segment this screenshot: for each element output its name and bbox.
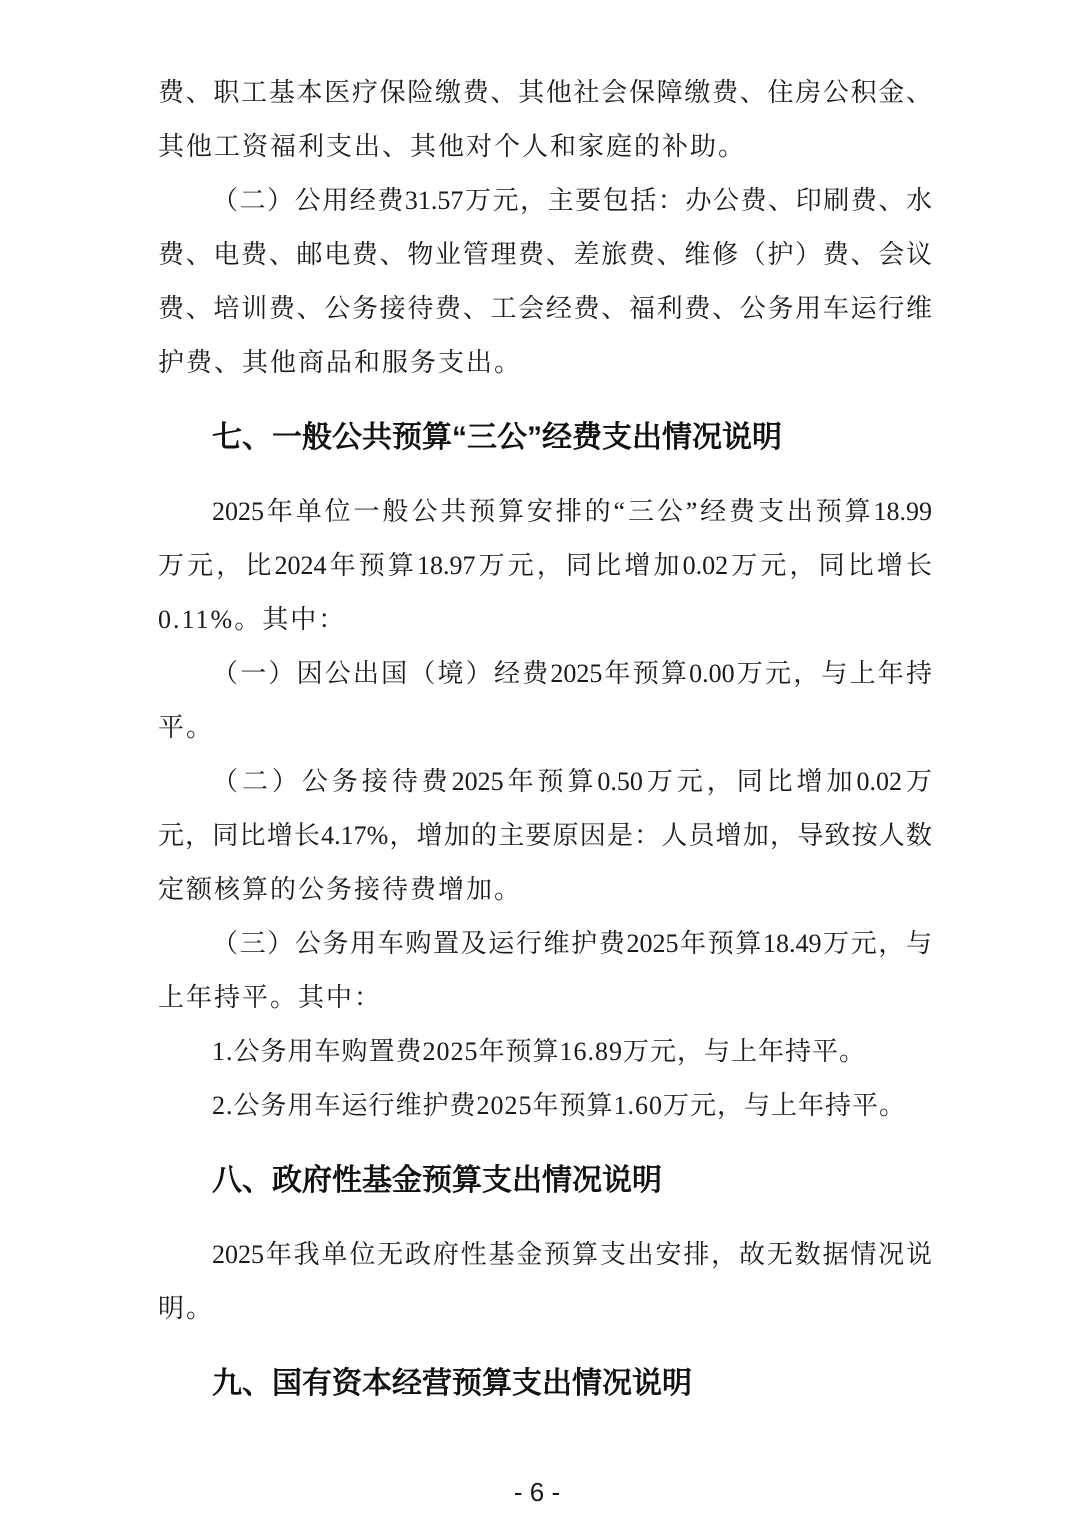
- body-line: （一）因公出国（境）经费2025年预算0.00万元，与上年持: [212, 659, 932, 688]
- body-line: 费、职工基本医疗保险缴费、其他社会保障缴费、住房公积金、: [158, 78, 932, 107]
- section-heading-7: 七、一般公共预算“三公”经费支出情况说明: [212, 421, 782, 454]
- numbered-item-2: 2.公务用车运行维护费2025年预算1.60万元，与上年持平。: [212, 1091, 907, 1120]
- body-line: 元，同比增长4.17%，增加的主要原因是：人员增加，导致按人数: [158, 821, 932, 850]
- body-line: （三）公务用车购置及运行维护费2025年预算18.49万元，与: [212, 929, 932, 958]
- body-line: 2025年我单位无政府性基金预算支出安排，故无数据情况说: [212, 1240, 932, 1269]
- body-line: 护费、其他商品和服务支出。: [158, 348, 523, 377]
- body-line: 费、培训费、公务接待费、工会经费、福利费、公务用车运行维: [158, 294, 932, 323]
- body-line: 其他工资福利支出、其他对个人和家庭的补助。: [158, 132, 747, 161]
- body-line: 明。: [158, 1294, 215, 1323]
- body-line: （二）公务接待费2025年预算0.50万元，同比增加0.02万: [212, 767, 932, 796]
- body-line: 2025年单位一般公共预算安排的“三公”经费支出预算18.99: [212, 497, 932, 526]
- body-line: 上年持平。其中：: [158, 983, 383, 1012]
- numbered-item-1: 1.公务用车购置费2025年预算16.89万元，与上年持平。: [212, 1037, 867, 1066]
- body-line: 费、电费、邮电费、物业管理费、差旅费、维修（护）费、会议: [158, 240, 932, 269]
- body-line: 平。: [158, 713, 215, 742]
- body-line: （二）公用经费31.57万元，主要包括：办公费、印刷费、水: [212, 186, 932, 215]
- page-number: - 6 -: [513, 1477, 561, 1507]
- body-line: 定额核算的公务接待费增加。: [158, 875, 523, 904]
- body-line: 万元，比2024年预算18.97万元，同比增加0.02万元，同比增长: [158, 551, 932, 580]
- section-heading-9: 九、国有资本经营预算支出情况说明: [212, 1367, 692, 1400]
- body-line: 0.11%。其中：: [158, 605, 347, 634]
- section-heading-8: 八、政府性基金预算支出情况说明: [212, 1164, 662, 1197]
